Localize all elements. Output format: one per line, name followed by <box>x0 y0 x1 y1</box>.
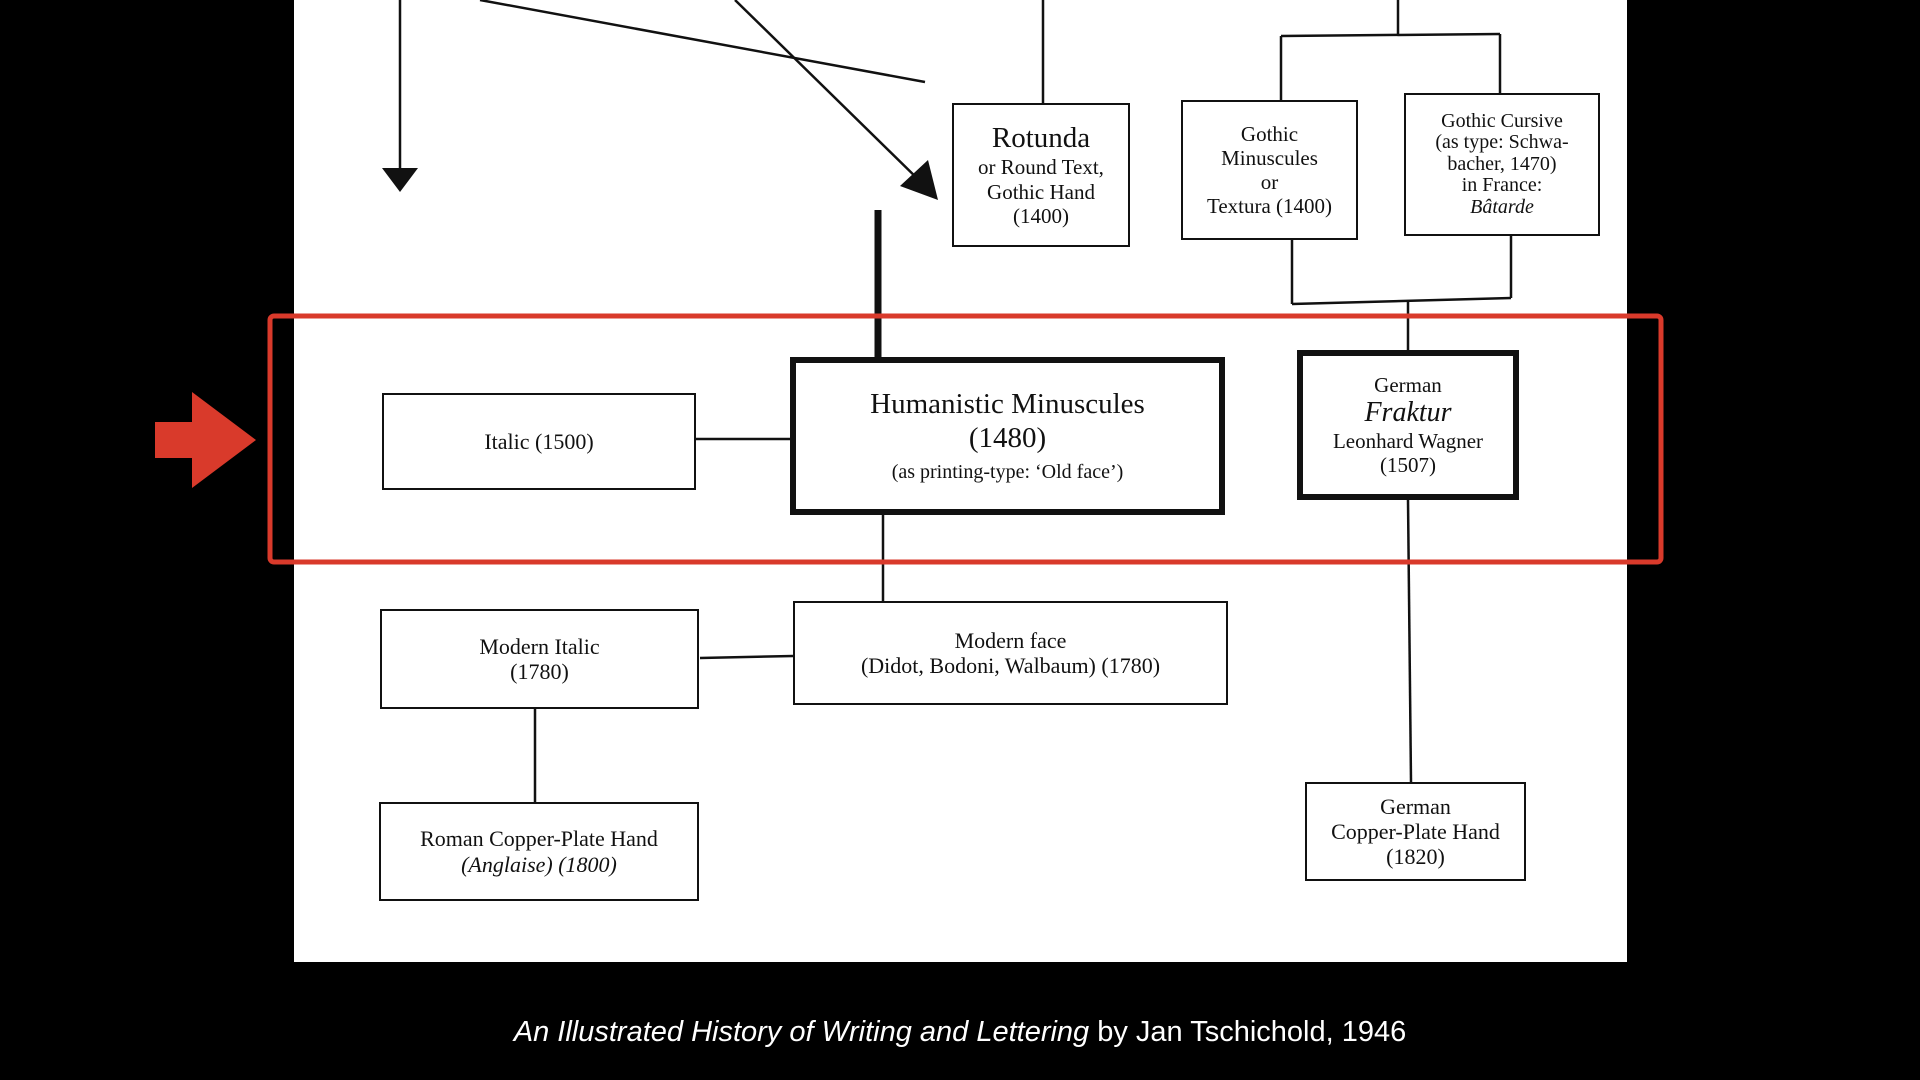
rotunda-date: (1400) <box>1013 203 1069 228</box>
rotunda-line: or Round Text, <box>978 155 1104 180</box>
rotunda-line: Gothic Hand <box>987 179 1095 204</box>
roman-copperplate-line: (Anglaise) (1800) <box>461 851 617 877</box>
humanistic-minuscules-box <box>790 357 1225 515</box>
source-caption <box>0 1016 1920 1049</box>
gothic-cursive-box <box>1404 93 1600 236</box>
italic-label: Italic (1500) <box>484 428 594 454</box>
textura-line: Gothic <box>1240 121 1299 146</box>
modern-face-line: Modern face <box>954 627 1067 653</box>
humanistic-note: (as printing-type: ‘Old face’) <box>891 460 1124 483</box>
red-arrow-icon <box>155 392 256 488</box>
italic-box <box>382 393 696 490</box>
roman-copperplate-box <box>379 802 699 901</box>
gothic-cursive-line: in France: <box>1461 174 1543 197</box>
gothic-cursive-line: (as type: Schwa- <box>1435 131 1569 154</box>
german-copperplate-box <box>1305 782 1526 881</box>
german-copperplate-line: Copper-Plate Hand <box>1331 818 1500 844</box>
modern-face-box <box>793 601 1228 705</box>
modern-italic-line: Modern Italic <box>479 633 600 659</box>
modern-face-line: (Didot, Bodoni, Walbaum) (1780) <box>860 653 1161 678</box>
fraktur-date: (1507) <box>1380 453 1436 478</box>
fraktur-line: Leonhard Wagner <box>1332 429 1484 454</box>
gothic-cursive-line: Gothic Cursive <box>1441 109 1563 132</box>
humanistic-title: Humanistic Minuscules <box>870 388 1145 421</box>
rotunda-title: Rotunda <box>991 122 1091 155</box>
fraktur-line: German <box>1374 372 1442 397</box>
humanistic-date: (1480) <box>968 421 1047 454</box>
textura-line: Minuscules <box>1221 145 1318 170</box>
textura-line: Textura (1400) <box>1206 194 1333 219</box>
textura-line: or <box>1260 170 1279 194</box>
caption-credit: by Jan Tschichold, 1946 <box>1089 1016 1407 1048</box>
gothic-cursive-line: bacher, 1470) <box>1447 152 1557 175</box>
textura-box <box>1181 100 1358 240</box>
fraktur-box <box>1297 350 1519 500</box>
german-copperplate-date: (1820) <box>1386 844 1445 870</box>
fraktur-title: Fraktur <box>1364 396 1452 428</box>
modern-italic-box <box>380 609 699 709</box>
book-title: An Illustrated History of Writing and Lettering <box>513 1016 1090 1048</box>
arrow-shaft-diagonal <box>735 0 925 186</box>
arrowhead-down-icon <box>382 168 418 192</box>
modern-italic-date: (1780) <box>510 659 569 684</box>
german-copperplate-line: German <box>1380 793 1451 819</box>
rotunda-box <box>952 103 1130 247</box>
diagonal-line <box>480 0 925 82</box>
roman-copperplate-line: Roman Copper-Plate Hand <box>420 826 658 852</box>
gothic-cursive-line: Bâtarde <box>1470 195 1534 218</box>
